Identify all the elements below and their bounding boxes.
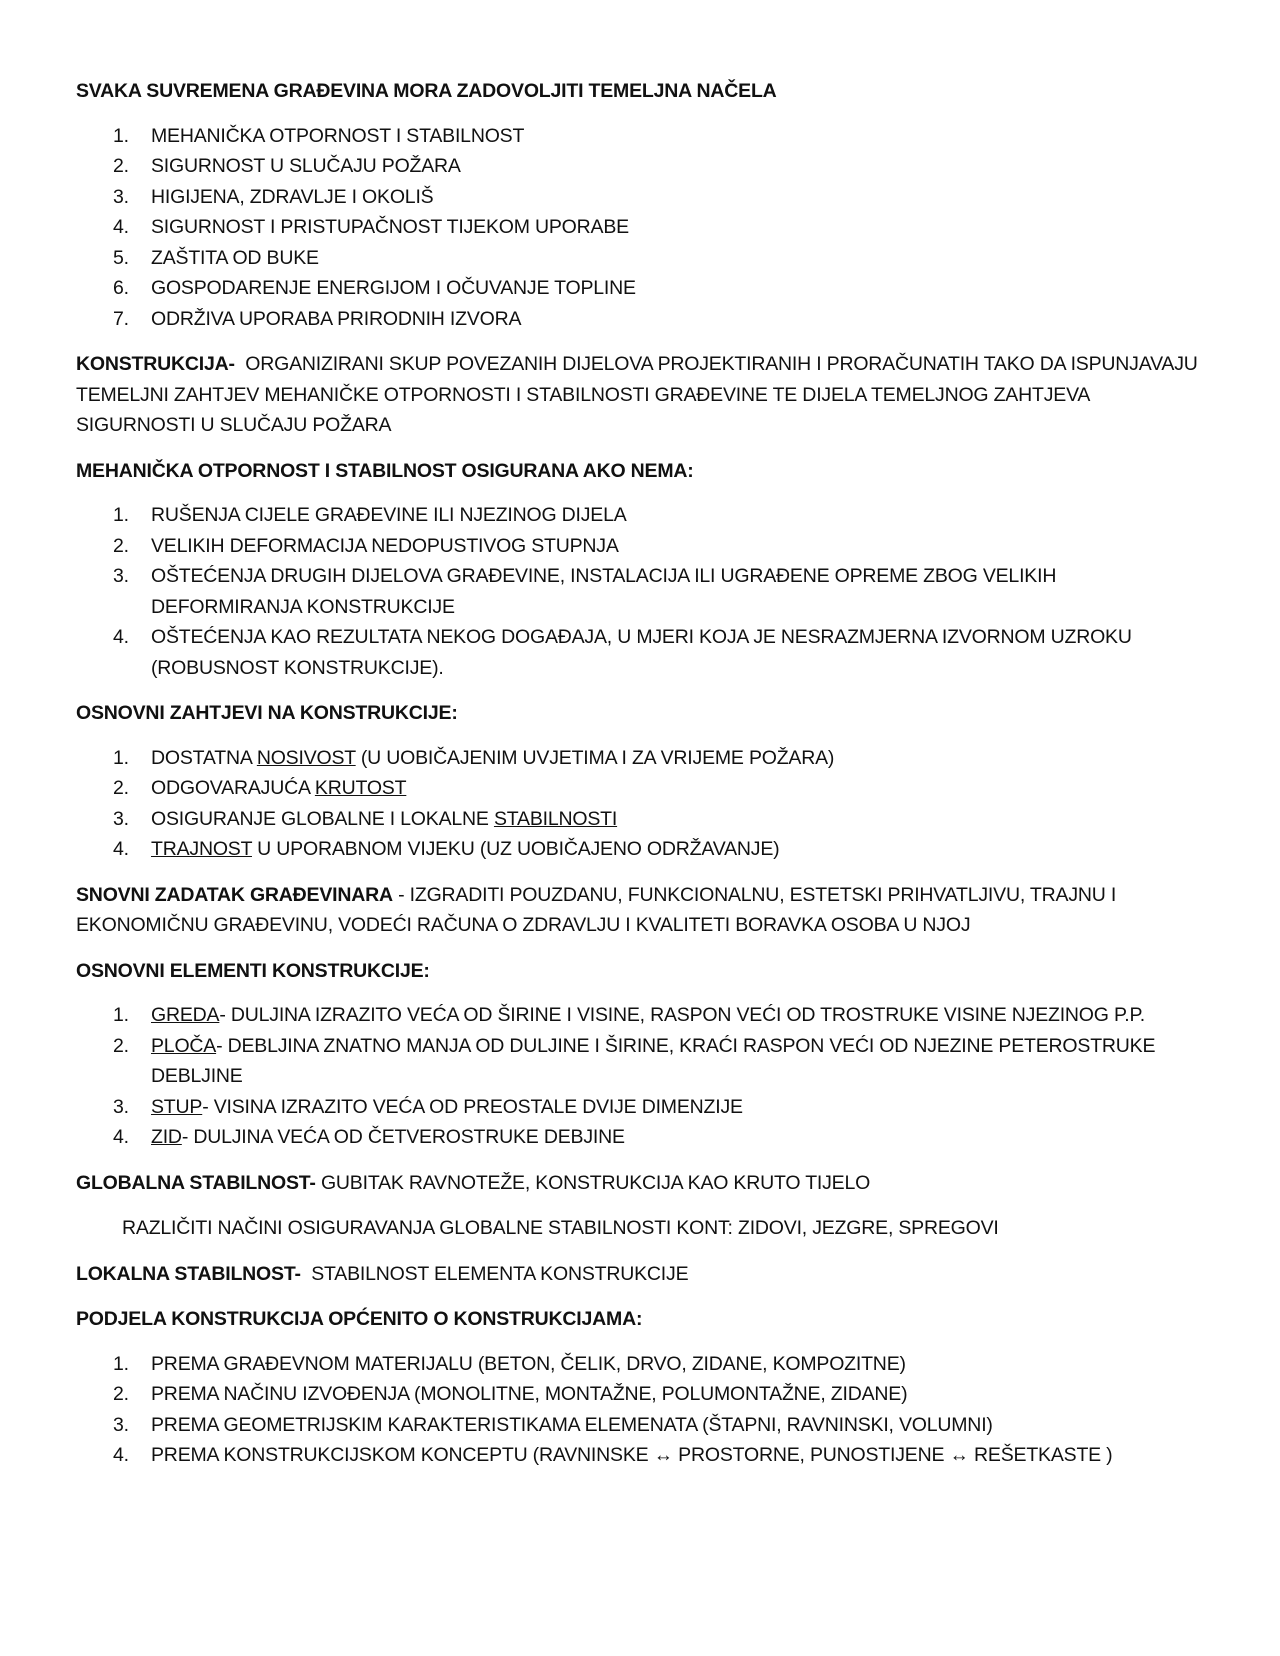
list-item: 6. GOSPODARENJE ENERGIJOM I OČUVANJE TOPLINE <box>76 273 1206 304</box>
section-heading: MEHANIČKA OTPORNOST I STABILNOST OSIGURANA AKO NEMA: <box>76 459 694 482</box>
list-number: 1. <box>113 1004 129 1026</box>
list-item: 1. GREDA- DULJINA IZRAZITO VEĆA OD ŠIRINE I VISINE, RASPON VEĆI OD TROSTRUKE VISINE NJEZINOG P.P. <box>76 1000 1206 1031</box>
section-heading: OSNOVNI ELEMENTI KONSTRUKCIJE: <box>76 959 430 982</box>
classification-list <box>76 1349 1206 1471</box>
global-stability-note: RAZLIČITI NAČINI OSIGURAVANJA GLOBALNE STABILNOSTI KONT: ZIDOVI, JEZGRE, SPREGOVI <box>122 1217 999 1239</box>
builder-task-paragraph: SNOVNI ZADATAK GRAĐEVINARA - IZGRADITI POUZDANU, FUNKCIONALNU, ESTETSKI PRIHVATLJIVU, TRAJNU I EKONOMIČNU GRAĐEVINU, VODEĆI RAČUNA O ZDRAVLJU I KVALITETI BORAVKA OSOBA U NJOJ <box>76 883 1117 936</box>
list-item: 4. SIGURNOST I PRISTUPAČNOST TIJEKOM UPORABE <box>76 212 1206 243</box>
list-number: 5. <box>113 246 129 269</box>
section-heading: OSNOVNI ZAHTJEVI NA KONSTRUKCIJE: <box>76 702 458 724</box>
elements-list <box>76 1000 1206 1153</box>
list-number: 4. <box>113 626 129 648</box>
list-number: 4. <box>113 216 129 238</box>
list-item: 3. PREMA GEOMETRIJSKIM KARAKTERISTIKAMA ELEMENATA (ŠTAPNI, RAVNINSKI, VOLUMNI) <box>76 1410 1206 1441</box>
list-number: 4. <box>113 838 129 860</box>
list-item: 4. PREMA KONSTRUKCIJSKOM KONCEPTU (RAVNINSKE ↔ PROSTORNE, PUNOSTIJENE ↔ REŠETKASTE ) <box>76 1440 1206 1471</box>
list-number: 3. <box>113 1095 129 1118</box>
document-body <box>76 76 1206 1471</box>
list-item: 4. TRAJNOST U UPORABNOM VIJEKU (UZ UOBIČAJENO ODRŽAVANJE) <box>76 834 1206 865</box>
list-number: 2. <box>113 1034 129 1057</box>
list-number: 7. <box>113 307 129 330</box>
list-number: 1. <box>113 504 129 526</box>
list-item: 2. ODGOVARAJUĆA KRUTOST <box>76 773 1206 804</box>
list-number: 1. <box>113 124 129 147</box>
list-number: 2. <box>113 777 129 799</box>
section-heading: SVAKA SUVREMENA GRAĐEVINA MORA ZADOVOLJITI TEMELJNA NAČELA <box>76 80 777 102</box>
section-heading: PODJELA KONSTRUKCIJA OPĆENITO O KONSTRUKCIJAMA: <box>76 1308 643 1330</box>
definition-term: KONSTRUKCIJA- <box>76 353 235 375</box>
list-item: 3. OSIGURANJE GLOBALNE I LOKALNE STABILNOSTI <box>76 804 1206 835</box>
list-item: 1. PREMA GRAĐEVNOM MATERIJALU (BETON, ČELIK, DRVO, ZIDANE, KOMPOZITNE) <box>76 1349 1206 1380</box>
list-item: 1. MEHANIČKA OTPORNOST I STABILNOST <box>76 121 1206 152</box>
list-number: 6. <box>113 277 129 299</box>
list-item: 3. OŠTEĆENJA DRUGIH DIJELOVA GRAĐEVINE, INSTALACIJA ILI UGRAĐENE OPREME ZBOG VELIKIH DEFORMIRANJA KONSTRUKCIJE <box>76 561 1206 622</box>
list-number: 1. <box>113 1352 129 1375</box>
list-number: 3. <box>113 807 129 830</box>
definition-term: LOKALNA STABILNOST- <box>76 1262 301 1285</box>
list-item: 3. STUP- VISINA IZRAZITO VEĆA OD PREOSTALE DVIJE DIMENZIJE <box>76 1092 1206 1123</box>
list-item: 4. ZID- DULJINA VEĆA OD ČETVEROSTRUKE DEBJINE <box>76 1122 1206 1153</box>
requirements-list <box>76 743 1206 865</box>
list-item: 3. HIGIJENA, ZDRAVLJE I OKOLIŠ <box>76 182 1206 213</box>
list-item: 7. ODRŽIVA UPORABA PRIRODNIH IZVORA <box>76 304 1206 335</box>
konstrukcija-definition: KONSTRUKCIJA- ORGANIZIRANI SKUP POVEZANIH DIJELOVA PROJEKTIRANIH I PRORAČUNATIH TAKO DA ISPUNJAVAJU TEMELJNI ZAHTJEV MEHANIČKE OTPORNOSTI I STABILNOSTI GRAĐEVINE TE DIJELA TEMELJNOG ZAHTJEVA SIGURNOSTI U SLUČAJU POŽARA <box>76 353 1198 436</box>
list-item: 2. SIGURNOST U SLUČAJU POŽARA <box>76 151 1206 182</box>
list-number: 2. <box>113 534 129 557</box>
list-number: 3. <box>113 1413 129 1436</box>
list-number: 2. <box>113 1383 129 1405</box>
list-number: 3. <box>113 565 129 587</box>
list-item: 2. VELIKIH DEFORMACIJA NEDOPUSTIVOG STUPNJA <box>76 531 1206 562</box>
list-number: 1. <box>113 746 129 769</box>
definition-term: GLOBALNA STABILNOST- <box>76 1171 316 1194</box>
list-number: 4. <box>113 1126 129 1148</box>
global-stability-definition: GLOBALNA STABILNOST- GUBITAK RAVNOTEŽE, KONSTRUKCIJA KAO KRUTO TIJELO <box>76 1171 871 1194</box>
list-item: 1. RUŠENJA CIJELE GRAĐEVINE ILI NJEZINOG DIJELA <box>76 500 1206 531</box>
list-number: 3. <box>113 185 129 208</box>
list-item: 4. OŠTEĆENJA KAO REZULTATA NEKOG DOGAĐAJA, U MJERI KOJA JE NESRAZMJERNA IZVORNOM UZROKU (ROBUSNOST KONSTRUKCIJE). <box>76 622 1206 683</box>
local-stability-definition: LOKALNA STABILNOST- STABILNOST ELEMENTA KONSTRUKCIJE <box>76 1262 689 1285</box>
definition-term: SNOVNI ZADATAK GRAĐEVINARA <box>76 883 393 906</box>
list-item: 5. ZAŠTITA OD BUKE <box>76 243 1206 274</box>
principles-list <box>76 121 1206 335</box>
list-number: 2. <box>113 155 129 177</box>
list-item: 1. DOSTATNA NOSIVOST (U UOBIČAJENIM UVJETIMA I ZA VRIJEME POŽARA) <box>76 743 1206 774</box>
list-number: 4. <box>113 1444 129 1466</box>
stability-list <box>76 500 1206 683</box>
list-item: 2. PLOČA- DEBLJINA ZNATNO MANJA OD DULJINE I ŠIRINE, KRAĆI RASPON VEĆI OD NJEZINE PETEROSTRUKE DEBLJINE <box>76 1031 1206 1092</box>
list-item: 2. PREMA NAČINU IZVOĐENJA (MONOLITNE, MONTAŽNE, POLUMONTAŽNE, ZIDANE) <box>76 1379 1206 1410</box>
